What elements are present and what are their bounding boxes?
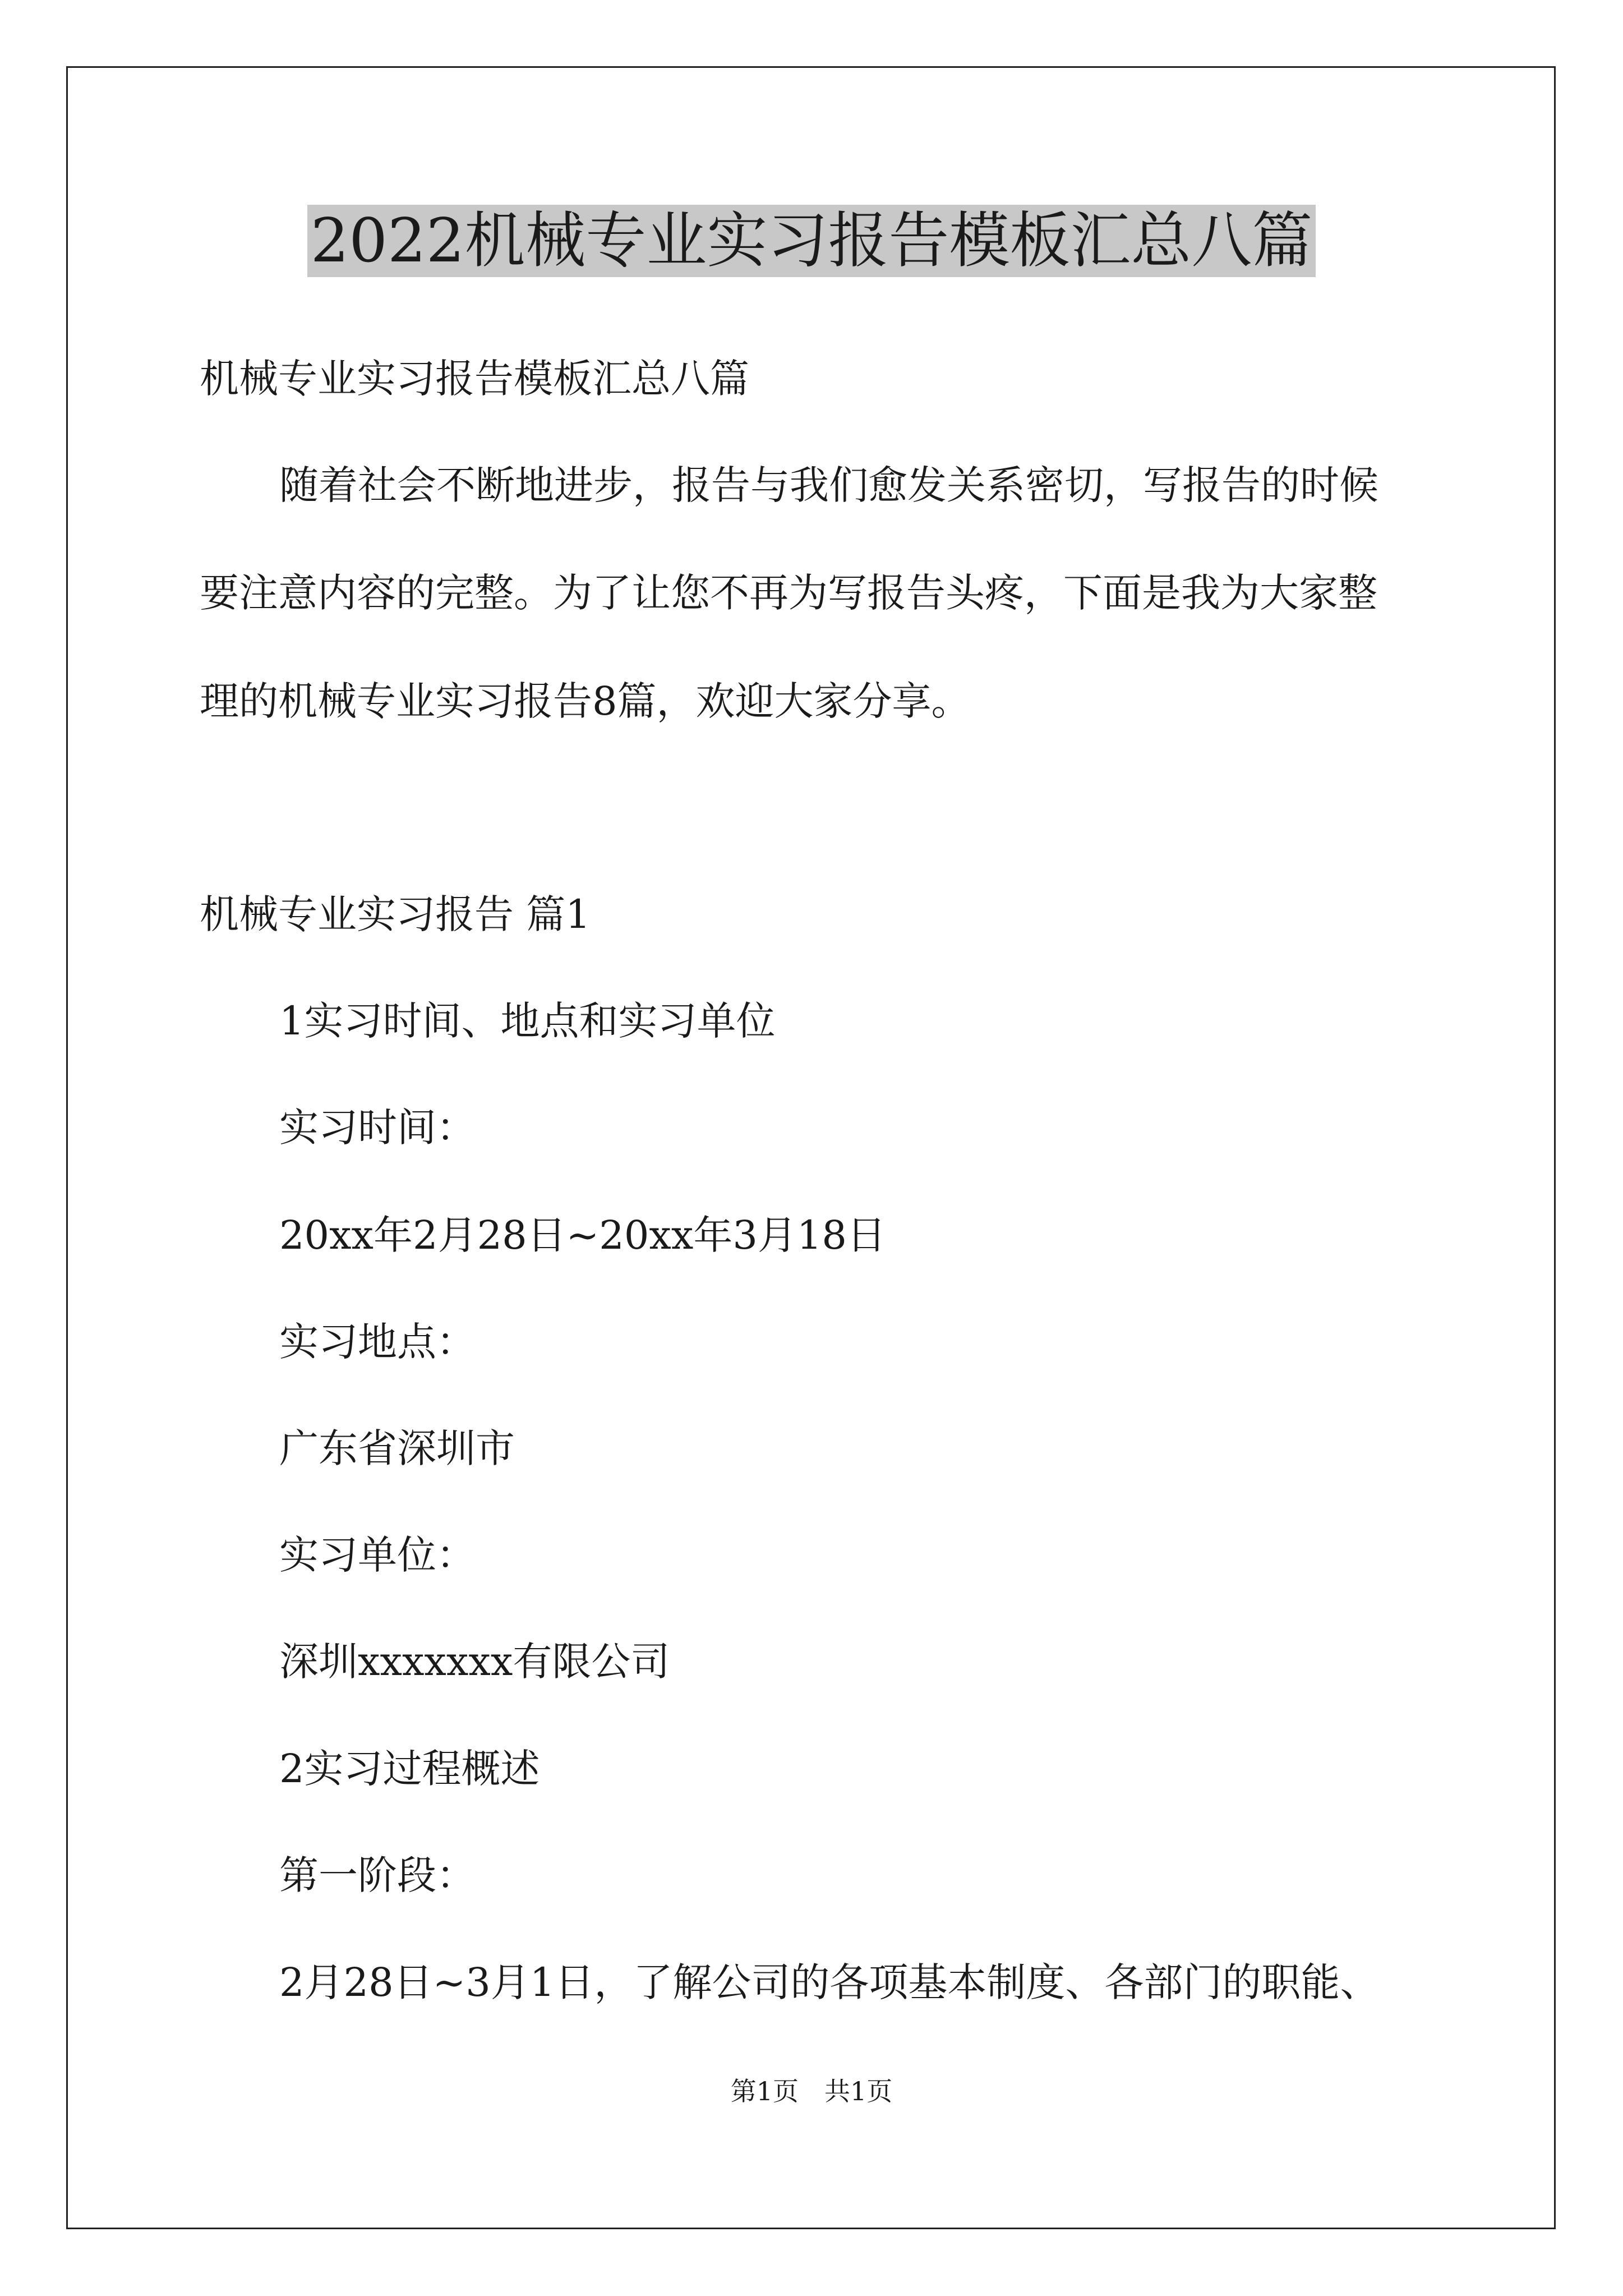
intro-line-1: 随着社会不断地进步，报告与我们愈发关系密切，写报告的时候 bbox=[279, 462, 1378, 508]
document-title bbox=[0, 205, 1623, 278]
body-line-4: 实习地点： bbox=[279, 1319, 476, 1365]
body-line-5: 广东省深圳市 bbox=[279, 1425, 515, 1471]
body-line-3: 20xx年2月28日~20xx年3月18日 bbox=[279, 1212, 886, 1258]
section-heading: 机械专业实习报告 篇1 bbox=[200, 891, 591, 937]
body-line-7: 深圳xxxxxxx有限公司 bbox=[279, 1639, 670, 1685]
intro-line-2: 要注意内容的完整。为了让您不再为写报告头疼，下面是我为大家整 bbox=[200, 570, 1377, 616]
body-line-6: 实习单位： bbox=[279, 1532, 476, 1578]
page-footer: 第1页 共1页 bbox=[730, 2076, 893, 2106]
body-line-2: 实习时间： bbox=[279, 1105, 476, 1151]
intro-line-3: 理的机械专业实习报告8篇，欢迎大家分享。 bbox=[200, 678, 971, 724]
body-line-10: 2月28日~3月1日，了解公司的各项基本制度、各部门的职能、 bbox=[279, 1959, 1380, 2005]
body-line-9: 第一阶段： bbox=[279, 1852, 476, 1898]
document-title-text: 2022机械专业实习报告模板汇总八篇 bbox=[307, 205, 1316, 277]
body-line-1: 1实习时间、地点和实习单位 bbox=[279, 998, 776, 1044]
document-subtitle: 机械专业实习报告模板汇总八篇 bbox=[200, 356, 749, 402]
body-line-8: 2实习过程概述 bbox=[279, 1746, 540, 1792]
